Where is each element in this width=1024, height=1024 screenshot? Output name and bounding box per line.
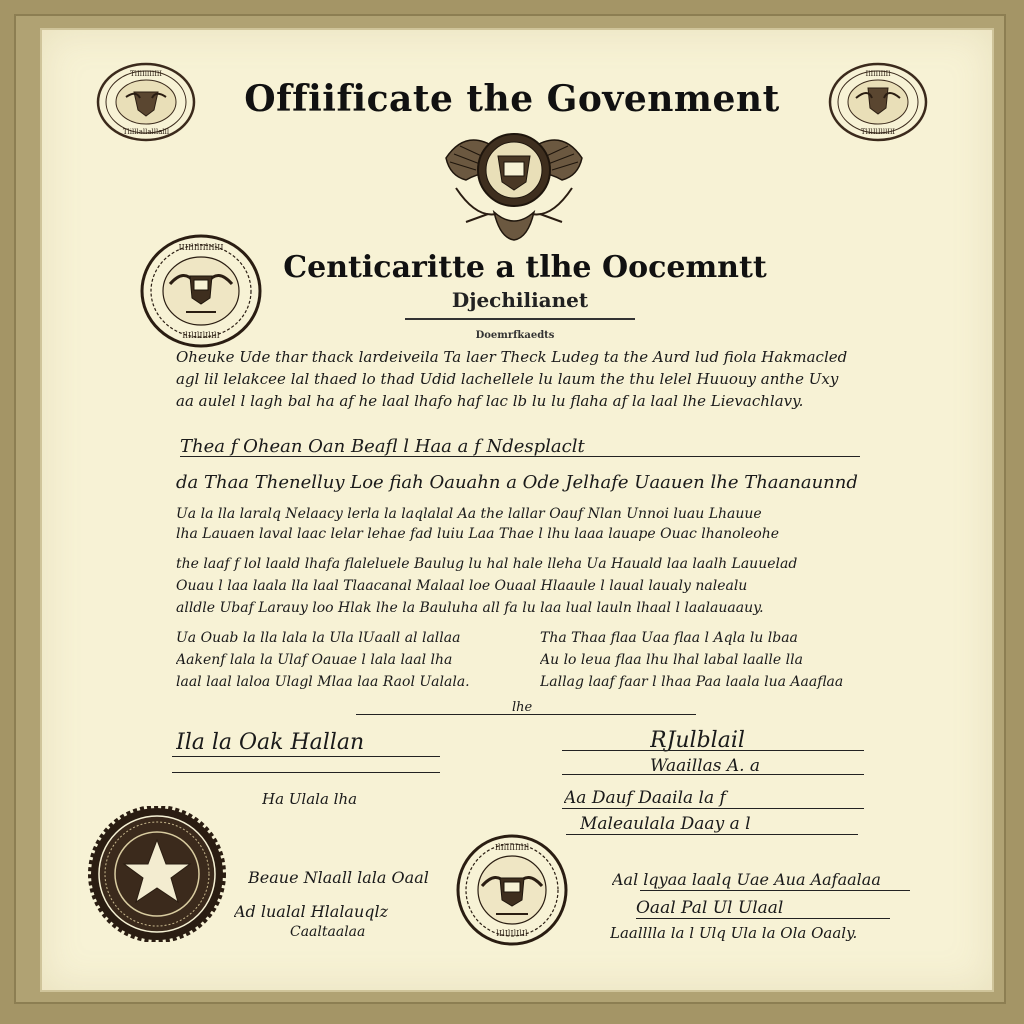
right-column-line-2: Au lo leua flaa lhu lhal labal laalle lla (540, 652, 803, 668)
svg-text:Tlilllallalllalll: Tlilllallalllalll (122, 128, 170, 136)
department-name: Djechilianet (405, 288, 635, 320)
body-line-2: da Thaa Thenelluy Loe fiah Oauahn a Ode Jelhafe Uaauen lhe Thaanaunnd (176, 472, 858, 493)
left-signature-title: Ha Ulala lha (262, 790, 358, 808)
paragraph-3-line-3: alldle Ubaf Larauy loo Hlak lhe la Bauluha all fa lu laa lual lauln lhaal l laalauaauy. (176, 600, 764, 616)
right-signature-line-4 (566, 834, 858, 835)
paragraph-2-line-1: Ua la lla laralq Nelaacy lerla la laqlalal Aa the lallar Oauf Nlan Unnoi luau Lhauue (176, 506, 762, 522)
bottom-left-line-3: Caaltaalaa (290, 924, 366, 940)
divider-text: lhe (512, 700, 533, 715)
left-column-line-3: laal laal laloa Ulagl Mlaa laa Raol Ualala. (176, 674, 470, 690)
bottom-left-line-1: Beaue Nlaall lala Oaal (248, 868, 429, 887)
left-signature-name: Ila la Oak Hallan (176, 730, 365, 755)
paragraph-3-line-1: the laaf f lol laald lhafa flaleluele Baulug lu hal hale lleha Ua Hauald laa laalh Lauuelad (176, 556, 798, 572)
line-heading: Thea f Ohean Oan Beafl l Haa a f Ndesplaclt (180, 436, 585, 457)
svg-text:IIIIlIlIIlIIlII: IIIIlIlIIlIIlII (178, 243, 224, 252)
svg-text:IlIlIlIlIl: IlIlIlIlIl (865, 70, 891, 78)
bottom-right-underline-2 (636, 918, 890, 919)
paragraph-3-line-2: Ouau l laa laala lla laal Tlaacanal Malaal loe Ouaal Hlaaule l laual laualy nalealu (176, 578, 748, 594)
right-signature-line-3 (562, 808, 864, 809)
svg-text:lIlIlIlIlIl: lIlIlIlIlIl (496, 929, 528, 938)
mid-left-seal-icon (140, 234, 262, 348)
paragraph-1-line-2: agl lil lelakcee lal thaed lo thad Udid lachellele lu laum the thu lelel Huuouy anthe Uxy (176, 370, 839, 388)
bottom-center-seal-icon (456, 834, 568, 946)
left-column-line-2: Aakenf lala la Ulaf Oauae l lala laal lha (176, 652, 453, 668)
svg-text:IlIlIlIlIlIl: IlIlIlIlIlIl (494, 843, 530, 852)
bottom-right-underline-1 (640, 890, 910, 891)
section-heading: Doemrfkaedts (475, 330, 555, 341)
paragraph-1-line-1: Oheuke Ude thar thack lardeiveila Ta laer Theck Ludeg ta the Aurd lud fiola Hakmacled (176, 348, 848, 366)
right-signature-name: RJulblail (650, 728, 745, 753)
bottom-left-star-seal-icon (86, 806, 228, 942)
left-signature-line-2 (172, 772, 440, 773)
right-signature-line-3-text: Maleaulala Daay a l (580, 814, 751, 834)
bottom-right-line-1: Aal lqyaa laalq Uae Aua Aafaalaa (612, 870, 881, 889)
left-column-line-1: Ua Ouab la lla lala la Ula lUaall al lallaa (176, 630, 461, 646)
eagle-emblem-icon (436, 118, 592, 244)
left-signature-line-1 (172, 756, 440, 757)
right-signature-line-1 (562, 750, 864, 751)
right-signature-line-1-text: Waaillas A. a (650, 756, 761, 776)
right-column-line-1: Tha Thaa flaa Uaa flaa l Aqla lu lbaa (540, 630, 798, 646)
right-column-line-3: Lallag laaf faar l lhaa Paa laala lua Aaaflaa (540, 674, 844, 690)
svg-text:TlIlIlIlllIlI: TlIlIlIlllIlI (860, 128, 896, 136)
certificate-subtitle: Centicaritte a tlhe Oocemntt (283, 250, 767, 285)
bottom-right-line-2: Oaal Pal Ul Ulaal (636, 898, 784, 918)
certificate-title: Offiificate the Govenment (244, 78, 780, 120)
bottom-left-line-2: Ad lualal Hlalauqlz (234, 902, 389, 921)
svg-text:IlIlIlIlIlIlI: IlIlIlIlIlIlI (182, 331, 220, 340)
right-signature-line-2-text: Aa Dauf Daaila la f (564, 788, 726, 808)
bottom-right-line-3: Laalllla la l Ulq Ula la Ola Oaaly. (610, 924, 858, 942)
heading-underline (180, 456, 860, 457)
paragraph-2-line-2: lha Lauaen laval laac lelar lehae fad luiu Laa Thae l lhu laaa lauape Ouac lhanoleohe (176, 526, 780, 542)
svg-text:TlIlIllIlIlI: TlIlIllIlIlI (130, 70, 162, 78)
paragraph-1-line-3: aa aulel l lagh bal ha af he laal lhafo haf lac lb lu lu flaha af la laal lhe Lievachlavy. (176, 392, 804, 410)
right-signature-line-2 (562, 774, 864, 775)
